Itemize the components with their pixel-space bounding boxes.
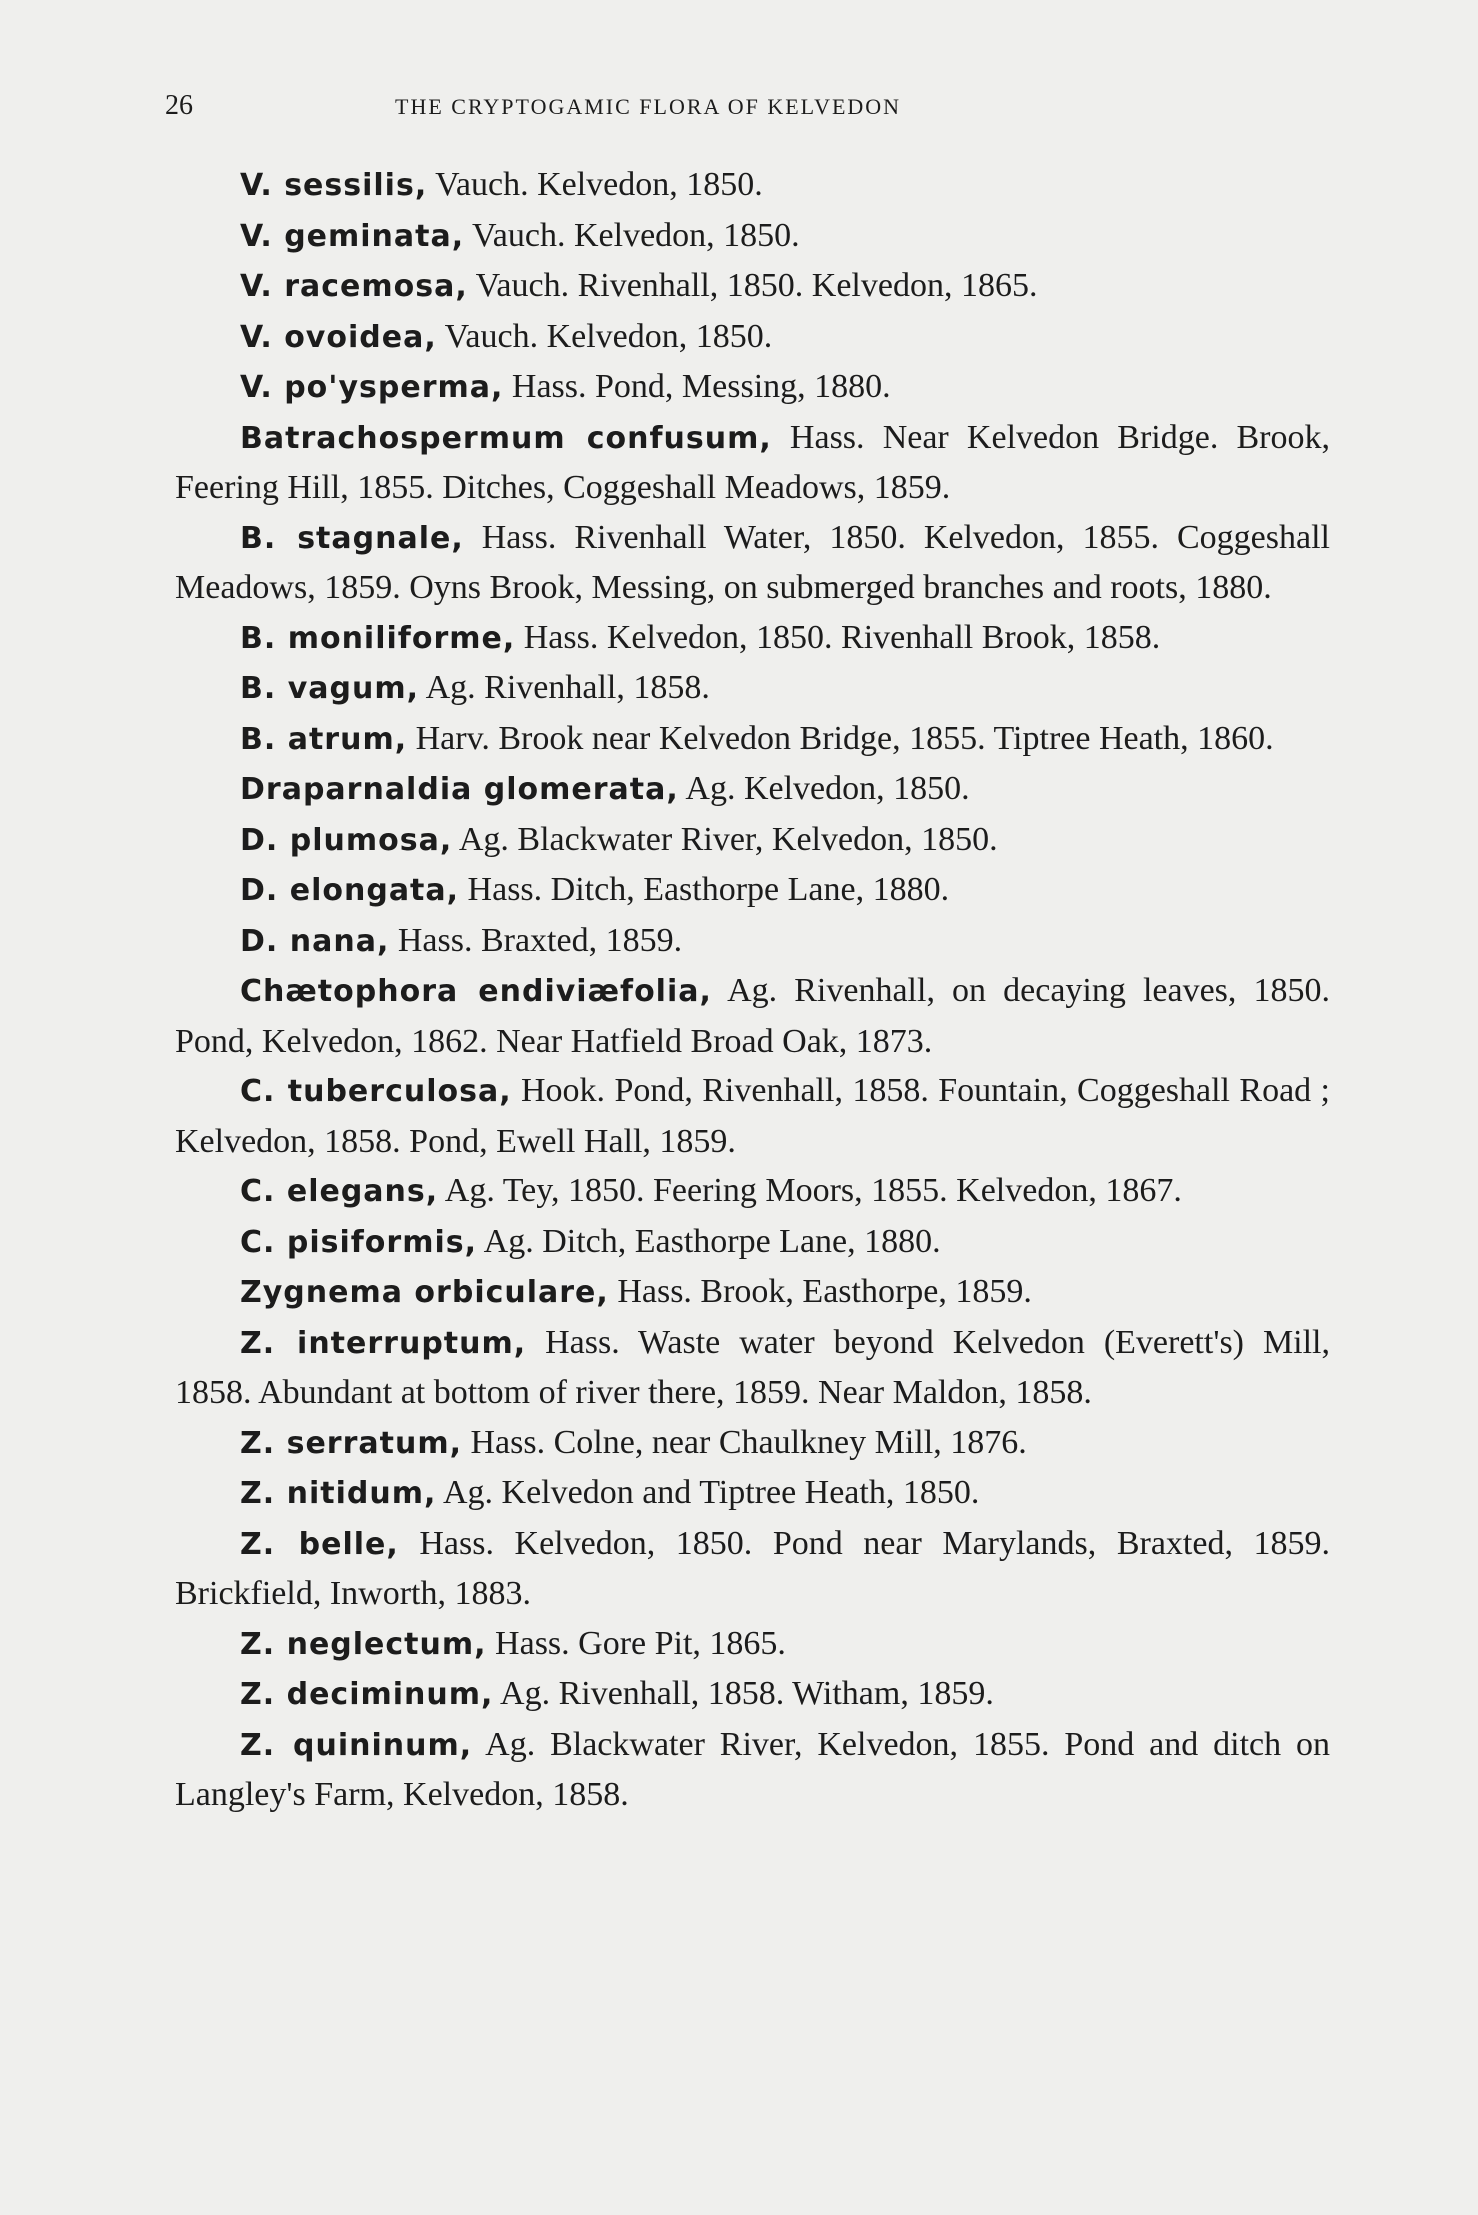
- species-name: V. po'ysperma,: [240, 370, 504, 405]
- species-name: B. moniliforme,: [240, 620, 516, 656]
- species-details: Hass. Rivenhall Water, 1850. Kelvedon, 1855. Coggeshall Meadows, 1859. Oyns Brook, Messing, on submerged branches and roots, 1880.: [175, 518, 1330, 606]
- species-details: Vauch. Kelvedon, 1850.: [436, 317, 773, 355]
- species-name: V. racemosa,: [240, 269, 468, 304]
- running-title: THE CRYPTOGAMIC FLORA OF KELVEDON: [395, 94, 902, 119]
- species-name: Z. serratum,: [240, 1425, 462, 1461]
- species-entry: [175, 312, 1330, 363]
- species-entry: [175, 966, 1330, 1066]
- species-entry: [175, 1519, 1330, 1619]
- species-entry: [175, 1720, 1330, 1820]
- species-details: Ag. Tey, 1850. Feering Moors, 1855. Kelvedon, 1867.: [438, 1172, 1182, 1209]
- species-details: Harv. Brook near Kelvedon Bridge, 1855. Tiptree Heath, 1860.: [407, 719, 1274, 757]
- species-details: Hass. Ditch, Easthorpe Lane, 1880.: [459, 871, 950, 908]
- species-name: D. plumosa,: [240, 822, 453, 858]
- species-details: Hass. Kelvedon, 1850. Rivenhall Brook, 1858.: [515, 618, 1161, 656]
- species-details: Ag. Rivenhall, 1858. Witham, 1859.: [493, 1675, 994, 1712]
- species-name: C. elegans,: [240, 1174, 439, 1209]
- species-details: Vauch. Rivenhall, 1850. Kelvedon, 1865.: [467, 267, 1038, 304]
- species-details: Ag. Rivenhall, 1858.: [419, 669, 710, 706]
- species-details: Vauch. Kelvedon, 1850.: [464, 216, 800, 254]
- species-name: Z. interruptum,: [240, 1325, 527, 1361]
- species-list: [175, 160, 1330, 1820]
- species-name: C. tuberculosa,: [240, 1074, 512, 1109]
- species-details: Ag. Kelvedon, 1850.: [678, 770, 970, 807]
- species-entry: [175, 513, 1330, 613]
- species-details: Hass. Waste water beyond Kelvedon (Everett's) Mill, 1858. Abundant at bottom of river there, 1859. Near Maldon, 1858.: [175, 1323, 1331, 1411]
- species-name: Draparnaldia glomerata,: [240, 772, 679, 807]
- species-name: V. geminata,: [240, 218, 465, 254]
- species-name: D. nana,: [240, 923, 390, 959]
- species-name: Batrachospermum confusum,: [240, 420, 772, 456]
- species-entry: [175, 1217, 1330, 1268]
- species-details: Ag. Rivenhall, on decaying leaves, 1850. Pond, Kelvedon, 1862. Near Hatfield Broad Oak, 1873.: [175, 972, 1330, 1060]
- species-details: Hass. Colne, near Chaulkney Mill, 1876.: [462, 1423, 1027, 1461]
- species-name: B. stagnale,: [240, 520, 464, 556]
- species-name: Z. nitidum,: [240, 1476, 437, 1511]
- species-details: Hass. Kelvedon, 1850. Pond near Marylands, Braxted, 1859. Brickfield, Inworth, 1883.: [175, 1524, 1330, 1612]
- species-entry: [175, 663, 1330, 714]
- species-details: Hook. Pond, Rivenhall, 1858. Fountain, Coggeshall Road ; Kelvedon, 1858. Pond, Ewell Hall, 1859.: [175, 1072, 1331, 1160]
- species-entry: [175, 1418, 1330, 1469]
- species-details: Ag. Kelvedon and Tiptree Heath, 1850.: [436, 1474, 980, 1511]
- species-details: Ag. Blackwater River, Kelvedon, 1855. Pond and ditch on Langley's Farm, Kelvedon, 1858.: [175, 1725, 1330, 1813]
- species-details: Hass. Near Kelvedon Bridge. Brook, Feering Hill, 1855. Ditches, Coggeshall Meadows, 1859.: [175, 418, 1330, 506]
- species-details: Hass. Pond, Messing, 1880.: [503, 368, 891, 405]
- species-details: Hass. Gore Pit, 1865.: [486, 1624, 786, 1662]
- species-name: V. ovoidea,: [240, 319, 437, 355]
- species-entry: [175, 714, 1330, 765]
- species-name: Z. belle,: [240, 1526, 399, 1562]
- species-entry: [175, 1468, 1330, 1519]
- species-name: Z. deciminum,: [240, 1677, 494, 1712]
- species-entry: [175, 815, 1330, 866]
- species-details: Ag. Ditch, Easthorpe Lane, 1880.: [477, 1222, 941, 1260]
- species-entry: [175, 1619, 1330, 1670]
- species-entry: [175, 211, 1330, 262]
- species-entry: [175, 1669, 1330, 1720]
- species-name: Z. quininum,: [240, 1727, 473, 1763]
- species-entry: [175, 261, 1330, 312]
- species-entry: [175, 413, 1330, 513]
- species-entry: [175, 160, 1330, 211]
- species-entry: [175, 1166, 1330, 1217]
- species-name: C. pisiformis,: [240, 1224, 478, 1260]
- species-name: Chætophora endiviæfolia,: [240, 974, 712, 1009]
- species-name: B. vagum,: [240, 671, 419, 706]
- species-details: Hass. Braxted, 1859.: [389, 921, 683, 959]
- species-details: Vauch. Kelvedon, 1850.: [427, 166, 763, 203]
- species-entry: [175, 1318, 1330, 1418]
- species-name: V. sessilis,: [240, 168, 428, 203]
- page-header: [165, 90, 1335, 130]
- species-name: B. atrum,: [240, 721, 408, 757]
- species-name: Z. neglectum,: [240, 1626, 487, 1662]
- species-entry: [175, 865, 1330, 916]
- species-entry: [175, 362, 1330, 413]
- species-entry: [175, 916, 1330, 967]
- species-name: D. elongata,: [240, 873, 460, 908]
- species-details: Ag. Blackwater River, Kelvedon, 1850.: [452, 820, 998, 858]
- species-entry: [175, 1267, 1330, 1318]
- species-entry: [175, 764, 1330, 815]
- species-name: Zygnema orbiculare,: [240, 1275, 609, 1310]
- species-entry: [175, 1066, 1330, 1166]
- species-details: Hass. Brook, Easthorpe, 1859.: [608, 1273, 1032, 1310]
- page-number: 26: [165, 90, 193, 121]
- species-entry: [175, 613, 1330, 664]
